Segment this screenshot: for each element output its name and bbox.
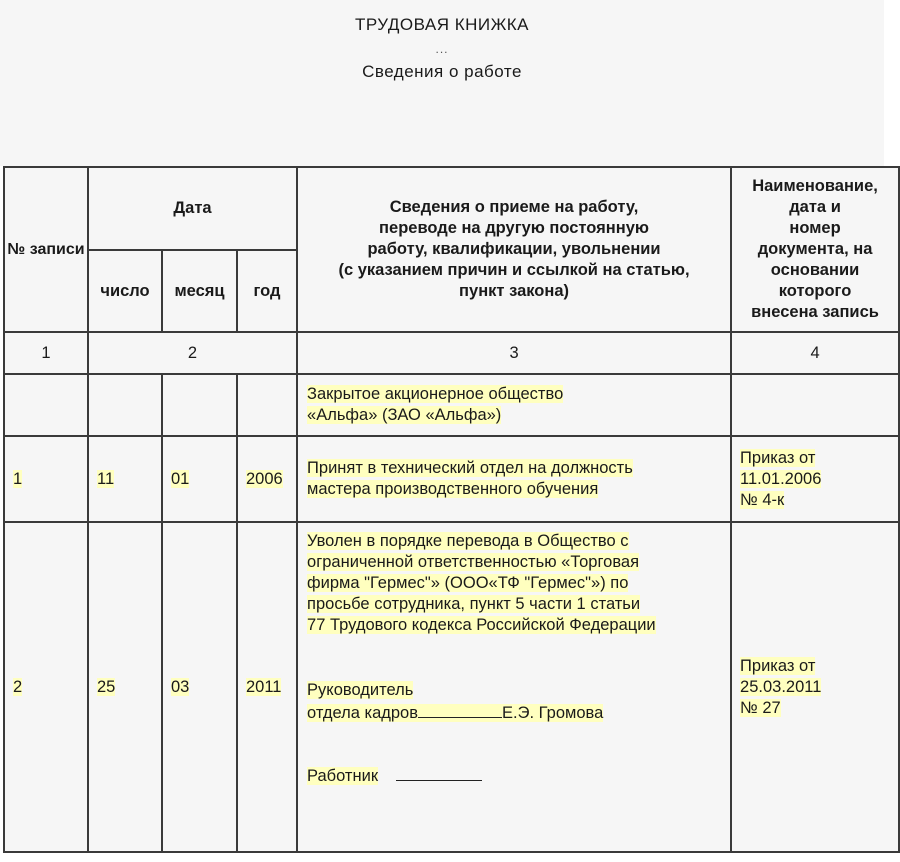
column-number: 3 [297, 332, 731, 374]
header-doc-line: внесена запись [751, 303, 879, 321]
header-info [297, 167, 731, 332]
record-info-line: Уволен в порядке перевода в Общество с [307, 532, 629, 550]
title-separator: ... [435, 42, 449, 56]
empty-cell [162, 374, 237, 436]
record-year: 2006 [246, 469, 283, 488]
header-info-line: (с указанием причин и ссылкой на статью, [338, 261, 690, 279]
empty-cell [4, 374, 88, 436]
table-row-company [4, 374, 899, 436]
header-date: Дата [88, 167, 297, 250]
record-info-line: мастера производственного обучения [307, 480, 599, 498]
header-doc-line: основании [770, 261, 860, 279]
company-name-cell [297, 374, 731, 436]
record-info-line: 77 Трудового кодекса Российской Федерации [307, 616, 656, 634]
record-doc-line: № 27 [740, 698, 781, 717]
column-number: 4 [731, 332, 899, 374]
record-no: 2 [13, 677, 23, 696]
signature-line [396, 764, 482, 781]
header-day: число [88, 250, 162, 332]
record-day: 25 [97, 677, 116, 696]
empty-cell [88, 374, 162, 436]
table-row [4, 436, 899, 522]
record-doc-line: Приказ от [740, 656, 816, 675]
company-line: Закрытое акционерное общество [307, 385, 564, 403]
header-info-line: пункт закона) [459, 282, 569, 300]
document-title: ТРУДОВАЯ КНИЖКА [354, 15, 530, 34]
record-year: 2011 [246, 677, 282, 696]
header-month: месяц [162, 250, 237, 332]
header-doc-line: документа, на [757, 240, 873, 258]
record-info-line: ограниченной ответственностью «Торговая [307, 553, 640, 571]
record-doc-line: № 4-к [740, 490, 785, 509]
header-info-line: переводе на другую постоянную [379, 219, 649, 237]
header-document [731, 167, 899, 332]
record-info [297, 436, 731, 522]
record-doc-line: 11.01.2006 [740, 469, 822, 488]
record-info [297, 522, 731, 852]
header-doc-line: Наименование, [752, 177, 878, 195]
header-record-no-label: № записи [7, 241, 85, 258]
record-month: 01 [171, 469, 190, 488]
record-doc-line: Приказ от [740, 448, 816, 467]
header-doc-line: которого [778, 282, 852, 300]
record-document [731, 436, 899, 522]
document-subtitle: Сведения о работе [362, 62, 522, 81]
empty-cell [731, 374, 899, 436]
empty-cell [237, 374, 297, 436]
record-day: 11 [97, 469, 115, 488]
table-row [4, 522, 899, 852]
record-doc-line: 25.03.2011 [740, 677, 822, 696]
header-doc-line: дата и [789, 198, 841, 216]
record-document [731, 522, 899, 852]
signature-head-title: Руководитель [307, 681, 414, 699]
column-number: 1 [4, 332, 88, 374]
record-info-line: Принят в технический отдел на должность [307, 459, 633, 477]
record-info-line: просьбе сотрудника, пункт 5 части 1 статьи [307, 595, 641, 613]
header-record-no [4, 167, 88, 332]
signature-employee-label: Работник [307, 767, 379, 785]
header-info-line: Сведения о приеме на работу, [389, 198, 639, 216]
header-doc-line: номер [789, 219, 841, 237]
header-info-line: работу, квалификации, увольнении [367, 240, 661, 258]
record-info-line: фирма "Гермес"» (ООО«ТФ "Гермес"») по [307, 574, 629, 592]
signature-line [418, 701, 502, 718]
record-month: 03 [171, 677, 190, 696]
signature-head-title: отдела кадров [307, 704, 419, 722]
record-no: 1 [13, 469, 23, 488]
column-number-row [4, 332, 899, 374]
column-number: 2 [88, 332, 297, 374]
header-year: год [237, 250, 297, 332]
signature-head-name: Е.Э. Громова [502, 704, 604, 722]
company-line: «Альфа» (ЗАО «Альфа») [307, 406, 502, 424]
work-record-table [3, 166, 900, 853]
